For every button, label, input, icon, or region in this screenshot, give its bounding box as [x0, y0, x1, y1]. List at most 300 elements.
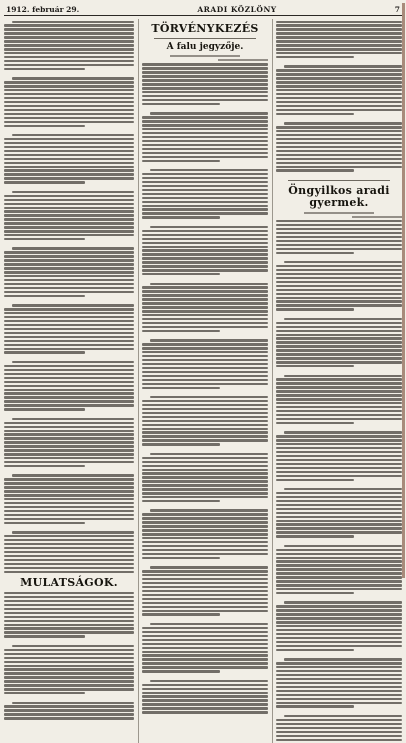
text-line-illegible [142, 500, 220, 502]
paragraph-gap [4, 299, 134, 303]
column-middle [138, 19, 268, 743]
text-line-illegible [142, 132, 268, 134]
text-line-illegible [284, 488, 402, 490]
text-line-illegible [276, 113, 354, 115]
text-line-illegible [142, 635, 268, 637]
text-line-illegible [142, 590, 268, 592]
text-line-illegible [142, 484, 268, 486]
paragraph-gap [4, 526, 134, 530]
text-line-illegible [4, 365, 134, 367]
text-line-illegible [142, 553, 268, 555]
text-line-illegible [12, 474, 134, 476]
text-line-illegible [276, 592, 354, 594]
text-line-illegible [4, 158, 134, 160]
text-line-illegible [276, 584, 402, 586]
text-line-illegible [4, 631, 134, 633]
text-line-illegible [4, 624, 134, 626]
text-line-illegible [284, 65, 402, 67]
text-line-illegible [276, 24, 402, 26]
text-line-illegible [142, 574, 268, 576]
text-line-illegible [142, 197, 268, 199]
paragraph-gap [276, 369, 402, 373]
text-line-illegible [276, 40, 402, 42]
text-line-illegible [142, 83, 268, 85]
page-number: 7 [394, 5, 400, 14]
paper-name: ARADI KÖZLÖNY [197, 5, 277, 14]
text-line-illegible [142, 290, 268, 292]
text-line-illegible [142, 412, 268, 414]
text-line-illegible [276, 353, 402, 355]
text-line-illegible [276, 394, 402, 396]
text-line-illegible [4, 210, 134, 212]
text-line-illegible [142, 294, 268, 296]
text-line-illegible [142, 205, 268, 207]
text-line-illegible [4, 649, 134, 651]
text-line-illegible [4, 279, 134, 281]
text-line-illegible [142, 71, 268, 73]
text-line-illegible [4, 259, 134, 261]
text-line-illegible [4, 203, 134, 205]
text-line-illegible [150, 566, 268, 568]
text-line-illegible [276, 560, 402, 562]
text-line-illegible [142, 582, 268, 584]
text-line-illegible [4, 684, 134, 686]
text-line-illegible [276, 248, 402, 250]
text-line-illegible [4, 392, 134, 394]
text-line-illegible [142, 326, 268, 328]
text-line-illegible [142, 699, 268, 701]
text-line-illegible [4, 661, 134, 663]
text-line-illegible [4, 226, 134, 228]
text-line-illegible [4, 142, 134, 144]
text-line-illegible [4, 430, 134, 432]
text-line-illegible [142, 666, 268, 668]
text-line-illegible [142, 431, 268, 433]
text-line-illegible [4, 56, 134, 58]
text-line-illegible [276, 105, 402, 107]
text-line-illegible [4, 604, 134, 606]
text-line-illegible [4, 676, 134, 678]
text-line-illegible [276, 326, 402, 328]
newspaper-page [4, 3, 402, 589]
text-line-illegible [4, 486, 134, 488]
text-line-illegible [142, 173, 268, 175]
text-line-illegible [142, 234, 268, 236]
text-line-illegible [276, 232, 402, 234]
text-line-illegible [276, 382, 402, 384]
text-line-illegible [276, 455, 402, 457]
text-line-illegible [142, 265, 268, 267]
text-line-illegible [4, 150, 134, 152]
text-line-illegible [4, 400, 134, 402]
text-line-illegible [4, 596, 134, 598]
text-line-illegible [142, 613, 220, 615]
text-line-illegible [4, 535, 134, 537]
text-line-illegible [276, 337, 402, 339]
paragraph-gap [4, 185, 134, 189]
text-line-illegible [142, 684, 268, 686]
text-line-illegible [4, 592, 134, 594]
paragraph-gap [142, 164, 268, 168]
divider [154, 38, 256, 39]
text-line-illegible [142, 549, 268, 551]
text-line-illegible [276, 702, 402, 704]
paragraph-gap [276, 539, 402, 543]
text-line-illegible [142, 488, 268, 490]
text-line-illegible [12, 702, 134, 704]
text-line-illegible [276, 641, 402, 643]
text-line-illegible [276, 739, 402, 741]
text-line-illegible [142, 416, 268, 418]
text-line-illegible [276, 334, 402, 336]
text-line-illegible [276, 93, 402, 95]
text-line-illegible [276, 244, 402, 246]
text-line-illegible [12, 645, 134, 647]
text-line-illegible [150, 623, 268, 625]
text-line-illegible [276, 365, 354, 367]
text-line-illegible [276, 504, 402, 506]
paragraph-gap [276, 60, 402, 64]
text-line-illegible [142, 404, 268, 406]
text-line-illegible [142, 492, 268, 494]
text-line-illegible [276, 625, 402, 627]
text-line-illegible [142, 116, 268, 118]
text-line-illegible [276, 130, 402, 132]
text-line-illegible [142, 347, 268, 349]
text-line-illegible [142, 87, 268, 89]
text-line-illegible [276, 361, 402, 363]
body-text-block [4, 21, 134, 573]
text-line-illegible [4, 465, 85, 467]
text-line-illegible [284, 122, 402, 124]
text-line-illegible [4, 422, 134, 424]
text-line-illegible [4, 441, 134, 443]
paragraph-gap [142, 447, 268, 451]
text-line-illegible [276, 629, 402, 631]
text-line-illegible [4, 600, 134, 602]
text-line-illegible [4, 373, 134, 375]
text-line-illegible [284, 658, 402, 660]
body-text-block [276, 21, 402, 178]
text-line-illegible [276, 516, 402, 518]
text-line-illegible [4, 40, 134, 42]
text-line-illegible [142, 517, 268, 519]
text-line-illegible [276, 463, 402, 465]
text-line-illegible [4, 433, 134, 435]
text-line-illegible [4, 117, 134, 119]
text-line-illegible [142, 387, 220, 389]
text-line-illegible [276, 662, 402, 664]
text-line-illegible [142, 63, 268, 65]
text-line-illegible [284, 545, 402, 547]
text-line-illegible [4, 181, 85, 183]
text-line-illegible [4, 522, 85, 524]
text-line-illegible [4, 567, 134, 569]
text-line-illegible [276, 723, 402, 725]
text-line-illegible [4, 506, 134, 508]
text-line-illegible [4, 162, 134, 164]
text-line-illegible [142, 136, 268, 138]
text-line-illegible [284, 261, 402, 263]
paragraph-gap [142, 617, 268, 621]
text-line-illegible [142, 181, 268, 183]
text-line-illegible [4, 85, 134, 87]
text-line-illegible [4, 328, 134, 330]
text-line-illegible [276, 531, 402, 533]
text-line-illegible [142, 695, 268, 697]
text-line-illegible [142, 208, 268, 210]
paragraph-gap [276, 596, 402, 600]
text-line-illegible [4, 665, 134, 667]
text-line-illegible [276, 727, 402, 729]
text-line-illegible [142, 513, 268, 515]
text-line-illegible [4, 218, 134, 220]
text-line-illegible [4, 109, 134, 111]
text-line-illegible [4, 121, 134, 123]
text-line-illegible [276, 553, 402, 555]
text-line-illegible [276, 666, 402, 668]
text-line-illegible [276, 443, 402, 445]
text-line-illegible [276, 572, 402, 574]
text-line-illegible [276, 645, 402, 647]
text-line-illegible [4, 344, 134, 346]
text-line-illegible [142, 343, 268, 345]
text-line-illegible [142, 627, 268, 629]
text-line-illegible [276, 605, 402, 607]
text-line-illegible [4, 48, 134, 50]
body-text-block [142, 63, 268, 713]
text-line-illegible [276, 28, 402, 30]
text-line-illegible [142, 238, 268, 240]
text-line-illegible [276, 568, 402, 570]
text-line-illegible [142, 103, 220, 105]
text-line-illegible [276, 719, 402, 721]
text-line-illegible [4, 52, 134, 54]
column-right [272, 19, 402, 743]
text-line-illegible [142, 408, 268, 410]
text-line-illegible [4, 169, 134, 171]
text-line-illegible [142, 355, 268, 357]
text-line-illegible [276, 142, 402, 144]
text-line-illegible [4, 680, 134, 682]
paragraph-gap [4, 412, 134, 416]
text-line-illegible [276, 439, 402, 441]
text-line-illegible [4, 89, 134, 91]
text-line-illegible [276, 69, 402, 71]
text-line-illegible [150, 396, 268, 398]
text-line-illegible [4, 377, 134, 379]
text-line-illegible [4, 195, 134, 197]
text-line-illegible [142, 99, 268, 101]
text-line-illegible [276, 341, 402, 343]
text-line-illegible [142, 242, 268, 244]
text-line-illegible [4, 627, 134, 629]
paragraph-gap [276, 426, 402, 430]
text-line-illegible [276, 633, 402, 635]
text-line-illegible [276, 236, 402, 238]
text-line-illegible [142, 371, 268, 373]
text-line-illegible [4, 312, 134, 314]
article-subtitle-illegible [304, 212, 373, 214]
text-line-illegible [142, 330, 220, 332]
text-line-illegible [276, 682, 402, 684]
paragraph-gap [4, 355, 134, 359]
text-line-illegible [4, 295, 85, 297]
text-line-illegible [150, 112, 268, 114]
text-line-illegible [142, 439, 268, 441]
text-line-illegible [4, 563, 134, 565]
paragraph-gap [142, 390, 268, 394]
text-line-illegible [276, 678, 402, 680]
text-line-illegible [276, 520, 402, 522]
text-line-illegible [284, 601, 402, 603]
paragraph-gap [142, 334, 268, 338]
text-line-illegible [142, 212, 268, 214]
text-line-illegible [142, 249, 268, 251]
text-line-illegible [4, 620, 134, 622]
paragraph-gap [276, 256, 402, 260]
text-line-illegible [142, 703, 268, 705]
text-line-illegible [142, 257, 268, 259]
text-line-illegible [142, 310, 268, 312]
text-line-illegible [4, 125, 85, 127]
text-line-illegible [4, 381, 134, 383]
text-line-illegible [142, 363, 268, 365]
text-line-illegible [4, 437, 134, 439]
text-line-illegible [4, 316, 134, 318]
text-line-illegible [276, 690, 402, 692]
text-line-illegible [142, 120, 268, 122]
text-line-illegible [276, 224, 402, 226]
section-heading-events: MULATSÁGOK. [20, 575, 118, 589]
text-line-illegible [4, 713, 134, 715]
text-line-illegible [142, 230, 268, 232]
text-line-illegible [4, 97, 134, 99]
text-line-illegible [4, 559, 134, 561]
text-line-illegible [4, 271, 134, 273]
text-line-illegible [142, 662, 268, 664]
text-line-illegible [142, 688, 268, 690]
text-line-illegible [150, 283, 268, 285]
text-line-illegible [142, 75, 268, 77]
text-line-illegible [4, 389, 134, 391]
text-line-illegible [276, 89, 402, 91]
text-line-illegible [276, 265, 402, 267]
text-line-illegible [142, 322, 268, 324]
text-line-illegible [276, 557, 402, 559]
text-line-illegible [12, 77, 134, 79]
text-line-illegible [142, 261, 268, 263]
text-line-illegible [4, 291, 134, 293]
text-line-illegible [4, 222, 134, 224]
text-line-illegible [276, 500, 402, 502]
text-line-illegible [142, 465, 268, 467]
text-line-illegible [276, 300, 402, 302]
text-line-illegible [276, 410, 402, 412]
text-line-illegible [4, 146, 134, 148]
text-line-illegible [4, 385, 134, 387]
text-line-illegible [4, 692, 85, 694]
text-line-illegible [142, 286, 268, 288]
text-line-illegible [142, 557, 220, 559]
text-line-illegible [276, 322, 402, 324]
text-line-illegible [4, 668, 134, 670]
text-line-illegible [142, 631, 268, 633]
text-line-illegible [142, 185, 268, 187]
text-line-illegible [12, 304, 134, 306]
text-line-illegible [4, 32, 134, 34]
text-line-illegible [4, 510, 134, 512]
text-line-illegible [4, 478, 134, 480]
text-line-illegible [142, 193, 268, 195]
text-line-illegible [12, 21, 134, 23]
text-line-illegible [142, 480, 268, 482]
text-line-illegible [4, 336, 134, 338]
text-line-illegible [276, 390, 402, 392]
text-line-illegible [276, 77, 402, 79]
text-line-illegible [142, 67, 268, 69]
text-line-illegible [142, 654, 268, 656]
text-line-illegible [142, 639, 268, 641]
text-line-illegible [276, 406, 402, 408]
paragraph-gap [142, 277, 268, 281]
text-line-illegible [4, 275, 134, 277]
text-line-illegible [4, 283, 134, 285]
text-line-illegible [276, 527, 402, 529]
text-line-illegible [276, 109, 402, 111]
text-line-illegible [142, 273, 220, 275]
text-line-illegible [4, 445, 134, 447]
text-line-illegible [142, 379, 268, 381]
text-line-illegible [142, 124, 268, 126]
text-line-illegible [276, 705, 354, 707]
text-line-illegible [276, 580, 402, 582]
text-line-illegible [142, 537, 268, 539]
text-line-illegible [142, 189, 268, 191]
paragraph-gap [4, 696, 134, 700]
text-line-illegible [4, 494, 134, 496]
text-line-illegible [276, 398, 402, 400]
text-line-illegible [142, 420, 268, 422]
text-line-illegible [4, 28, 134, 30]
text-line-illegible [4, 616, 134, 618]
text-line-illegible [142, 443, 220, 445]
text-line-illegible [276, 73, 402, 75]
text-line-illegible [4, 166, 134, 168]
text-line-illegible [276, 459, 402, 461]
paragraph-gap [4, 242, 134, 246]
text-line-illegible [150, 680, 268, 682]
text-line-illegible [276, 162, 402, 164]
text-line-illegible [4, 348, 134, 350]
text-line-illegible [142, 91, 268, 93]
text-line-illegible [142, 148, 268, 150]
paragraph-gap [4, 72, 134, 76]
text-line-illegible [142, 711, 268, 713]
text-line-illegible [276, 418, 402, 420]
text-line-illegible [276, 228, 402, 230]
text-line-illegible [142, 367, 268, 369]
text-line-illegible [4, 173, 134, 175]
text-line-illegible [276, 166, 402, 168]
dateline-illegible [352, 216, 402, 218]
text-line-illegible [4, 287, 134, 289]
text-line-illegible [4, 255, 134, 257]
text-line-illegible [276, 252, 354, 254]
text-line-illegible [4, 502, 134, 504]
text-line-illegible [276, 535, 354, 537]
text-line-illegible [142, 298, 268, 300]
